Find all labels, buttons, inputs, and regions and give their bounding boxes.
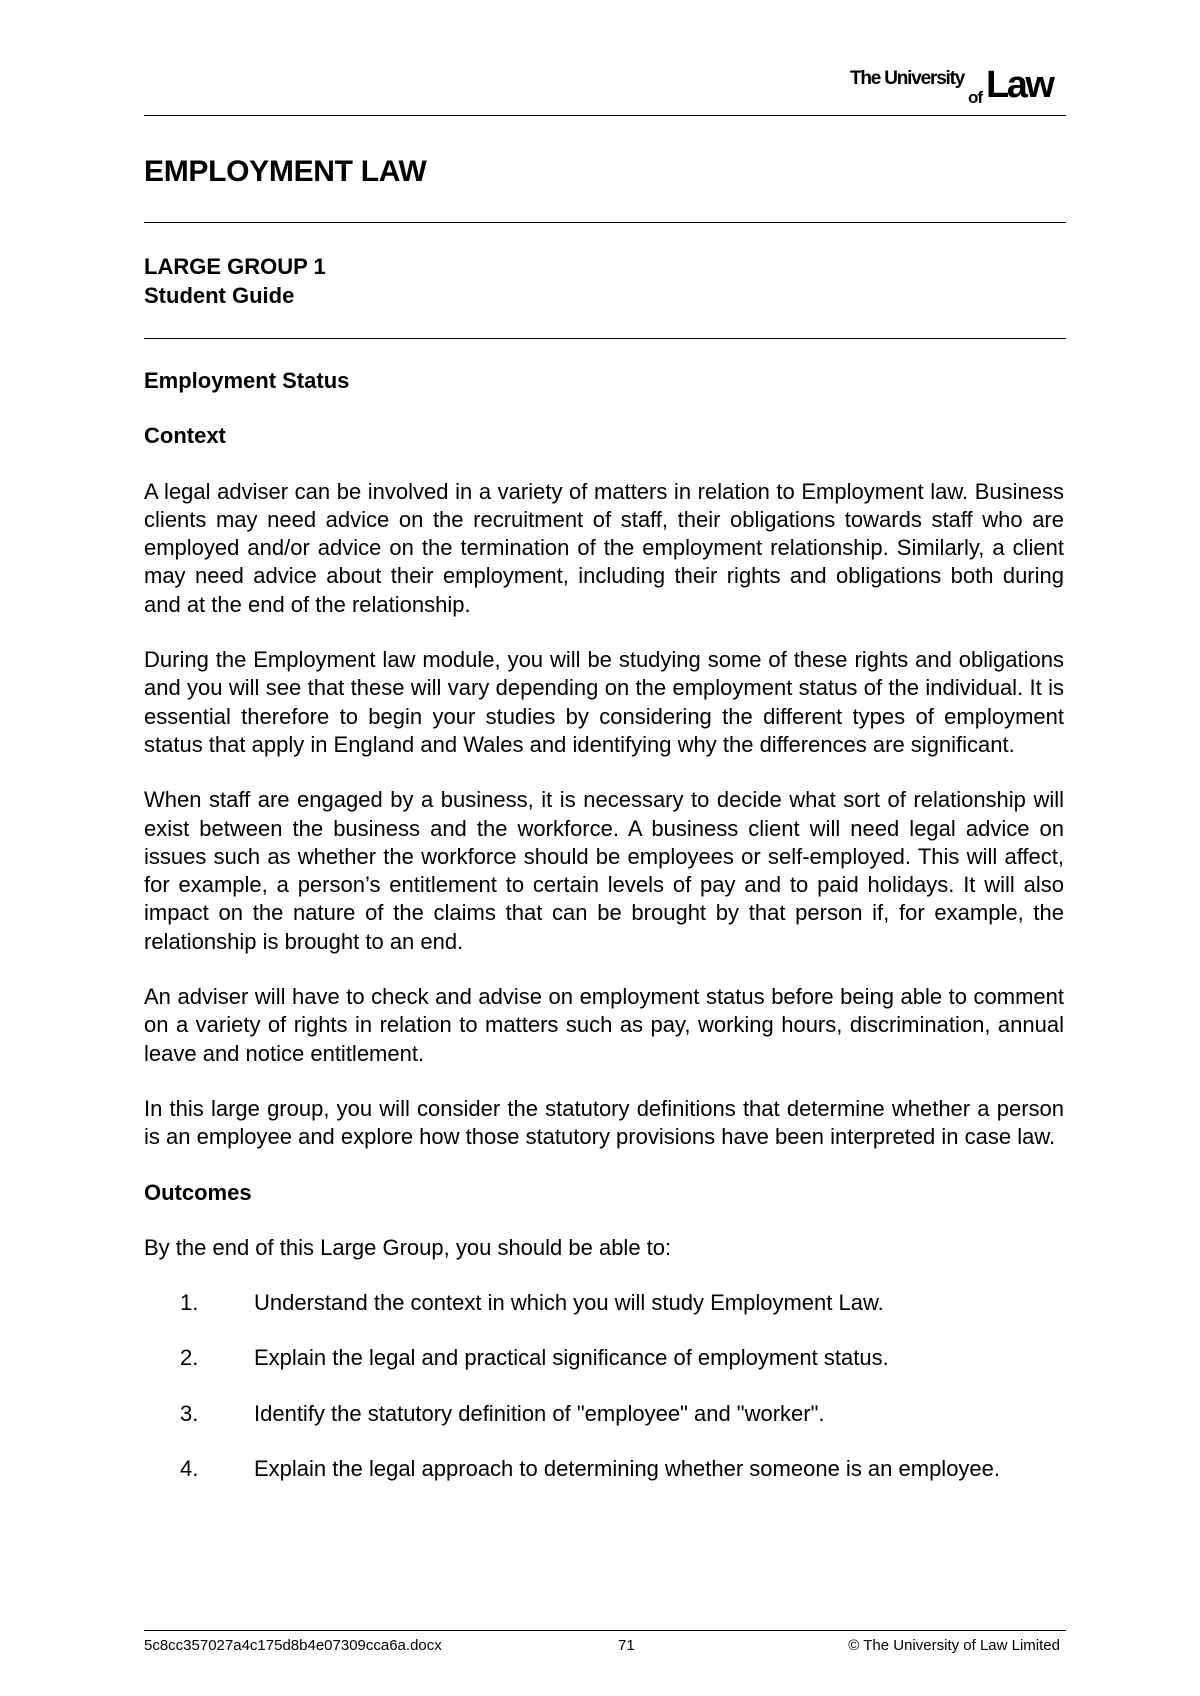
logo-line-the-university: The University	[850, 68, 965, 89]
list-item	[144, 1289, 1064, 1317]
footer-filename: 5c8cc357027a4c175d8b4e07309cca6a.docx	[144, 1637, 442, 1654]
outcome-text: Explain the legal and practical significance of employment status.	[254, 1345, 889, 1371]
header-divider	[144, 115, 1066, 116]
context-paragraph: An adviser will have to check and advise on employment status before being able to comment on a variety of rights in relation to matters such as pay, working hours, discrimination, annual leave and notice entitlement.	[144, 984, 1064, 1066]
footer-divider	[144, 1630, 1066, 1631]
footer-page-number: 71	[618, 1637, 635, 1654]
context-paragraph: In this large group, you will consider the statutory definitions that determine whether a person is an employee and explore how those statutory provisions have been interpreted in case law.	[144, 1095, 1064, 1150]
section-heading-employment-status: Employment Status	[144, 368, 350, 393]
outcome-number: 2.	[180, 1345, 199, 1371]
group-divider	[144, 338, 1066, 339]
page-footer	[144, 1637, 1066, 1659]
page-title: EMPLOYMENT LAW	[144, 155, 427, 188]
group-block	[144, 252, 326, 310]
outcome-text: Identify the statutory definition of "employee" and "worker".	[254, 1400, 825, 1426]
context-paragraph: When staff are engaged by a business, it is necessary to decide what sort of relationship will exist between the business and the workforce. A business client will need legal advice on issues such as whether the workforce should be employees or self-employed. This will affect, for example, a person’s entitlement to certain levels of pay and to paid holidays. It will also impact on the nature of the claims that can be brought by that person if, for example, the relationship is brought to an end.	[144, 787, 1064, 954]
outcomes-intro: By the end of this Large Group, you should be able to:	[144, 1234, 672, 1260]
outcome-number: 1.	[180, 1290, 199, 1316]
outcome-text: Explain the legal approach to determining whether someone is an employee.	[254, 1456, 1001, 1482]
outcome-text: Understand the context in which you will study Employment Law.	[254, 1290, 884, 1316]
footer-copyright: © The University of Law Limited	[848, 1637, 1060, 1654]
main-content	[144, 367, 1064, 1510]
list-item	[144, 1455, 1064, 1483]
outcomes-list	[144, 1289, 1064, 1483]
title-divider	[144, 222, 1066, 223]
context-paragraph: A legal adviser can be involved in a variety of matters in relation to Employment law. Business clients may need advice on the recruitment of staff, their obligations towards staff who are employed and/or advice on the termination of the employment relationship. Similarly, a client may need advice about their employment, including their rights and obligations both during and at the end of the relationship.	[144, 478, 1064, 617]
logo-of: of	[968, 88, 983, 107]
group-subtitle: Student Guide	[144, 283, 295, 308]
section-heading-outcomes: Outcomes	[144, 1179, 252, 1205]
logo-law: Law	[986, 64, 1053, 106]
list-item	[144, 1400, 1064, 1428]
outcome-number: 3.	[180, 1400, 199, 1426]
context-paragraph: During the Employment law module, you will be studying some of these rights and obligations and you will see that these will vary depending on the employment status of the individual. It is essential therefore to begin your studies by considering the different types of employment status that apply in England and Wales and identifying why the differences are significant.	[144, 647, 1064, 757]
section-heading-context: Context	[144, 423, 226, 449]
list-item	[144, 1344, 1064, 1372]
group-label: LARGE GROUP 1	[144, 254, 326, 279]
university-of-law-logo	[850, 64, 1064, 108]
outcome-number: 4.	[180, 1456, 199, 1482]
